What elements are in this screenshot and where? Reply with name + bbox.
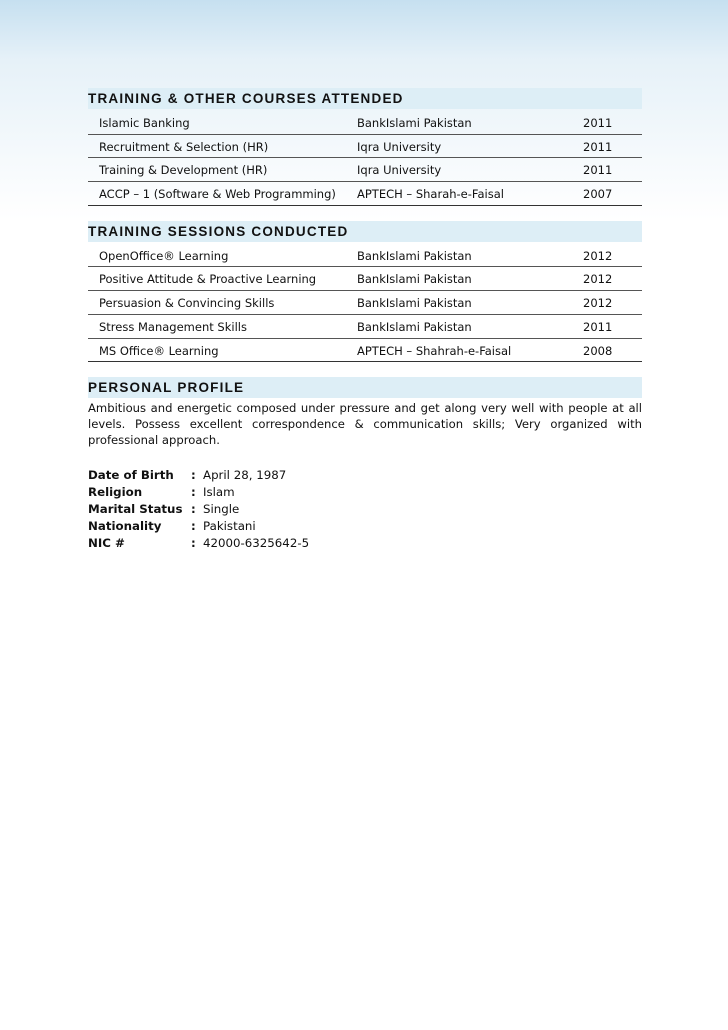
- personal-details: [88, 468, 642, 553]
- session-year: 2012: [583, 272, 613, 287]
- section-heading-training-conducted: TRAINING SESSIONS CONDUCTED: [88, 221, 642, 242]
- session-name: OpenOffice® Learning: [99, 248, 229, 263]
- section-spacer: [88, 206, 642, 221]
- section-heading-training-attended: TRAINING & OTHER COURSES ATTENDED: [88, 88, 642, 109]
- course-name: Recruitment & Selection (HR): [99, 139, 269, 154]
- institute-name: Iqra University: [357, 163, 442, 178]
- detail-separator: :: [191, 485, 196, 500]
- course-year: 2007: [583, 187, 613, 202]
- detail-value: April 28, 1987: [203, 468, 287, 483]
- institute-name: BankIslami Pakistan: [357, 296, 472, 311]
- table-row: [88, 158, 642, 182]
- detail-row-nic: [88, 536, 642, 553]
- detail-label: Religion: [88, 485, 143, 500]
- course-year: 2011: [583, 116, 613, 130]
- detail-value: Single: [203, 502, 240, 517]
- session-year: 2012: [583, 248, 613, 263]
- table-row: [88, 315, 642, 339]
- resume-page: [88, 88, 642, 553]
- course-year: 2011: [583, 139, 613, 154]
- detail-separator: :: [191, 519, 196, 534]
- session-name: Stress Management Skills: [99, 319, 247, 334]
- detail-separator: :: [191, 536, 196, 551]
- section-spacer: [88, 362, 642, 377]
- detail-label: NIC #: [88, 536, 125, 551]
- institute-name: BankIslami Pakistan: [357, 116, 472, 130]
- table-row: [88, 244, 642, 268]
- detail-row-religion: [88, 485, 642, 502]
- institute-name: BankIslami Pakistan: [357, 319, 472, 334]
- detail-label: Date of Birth: [88, 468, 174, 483]
- table-row: [88, 267, 642, 291]
- table-row: [88, 111, 642, 135]
- table-row: [88, 291, 642, 315]
- section-heading-personal-profile: PERSONAL PROFILE: [88, 377, 642, 398]
- detail-value: 42000-6325642-5: [203, 536, 310, 551]
- session-name: Positive Attitude & Proactive Learning: [99, 272, 317, 287]
- training-conducted-table: [88, 244, 642, 362]
- detail-value: Islam: [203, 485, 235, 500]
- detail-separator: :: [191, 502, 196, 517]
- course-name: Islamic Banking: [99, 116, 190, 130]
- course-name: Training & Development (HR): [99, 163, 268, 178]
- session-name: Persuasion & Convincing Skills: [99, 296, 275, 311]
- session-year: 2008: [583, 343, 613, 358]
- institute-name: APTECH – Shahrah-e-Faisal: [357, 343, 512, 358]
- institute-name: BankIslami Pakistan: [357, 272, 472, 287]
- institute-name: APTECH – Sharah-e-Faisal: [357, 187, 504, 202]
- course-name: ACCP – 1 (Software & Web Programming): [99, 187, 336, 202]
- detail-label: Marital Status: [88, 502, 183, 517]
- table-row: [88, 135, 642, 159]
- institute-name: BankIslami Pakistan: [357, 248, 472, 263]
- detail-row-date-of-birth: [88, 468, 642, 485]
- session-name: MS Office® Learning: [99, 343, 219, 358]
- detail-row-marital-status: [88, 502, 642, 519]
- session-year: 2011: [583, 319, 613, 334]
- detail-row-nationality: [88, 519, 642, 536]
- session-year: 2012: [583, 296, 613, 311]
- training-attended-table: [88, 111, 642, 206]
- institute-name: Iqra University: [357, 139, 442, 154]
- profile-summary: Ambitious and energetic composed under pressure and get along very well with people at all levels. Possess excellent correspondence & communication skills; Very organized with professional approach.: [88, 401, 642, 448]
- course-year: 2011: [583, 163, 613, 178]
- detail-value: Pakistani: [203, 519, 256, 534]
- detail-label: Nationality: [88, 519, 162, 534]
- detail-separator: :: [191, 468, 196, 483]
- table-row: [88, 182, 642, 206]
- table-row: [88, 339, 642, 363]
